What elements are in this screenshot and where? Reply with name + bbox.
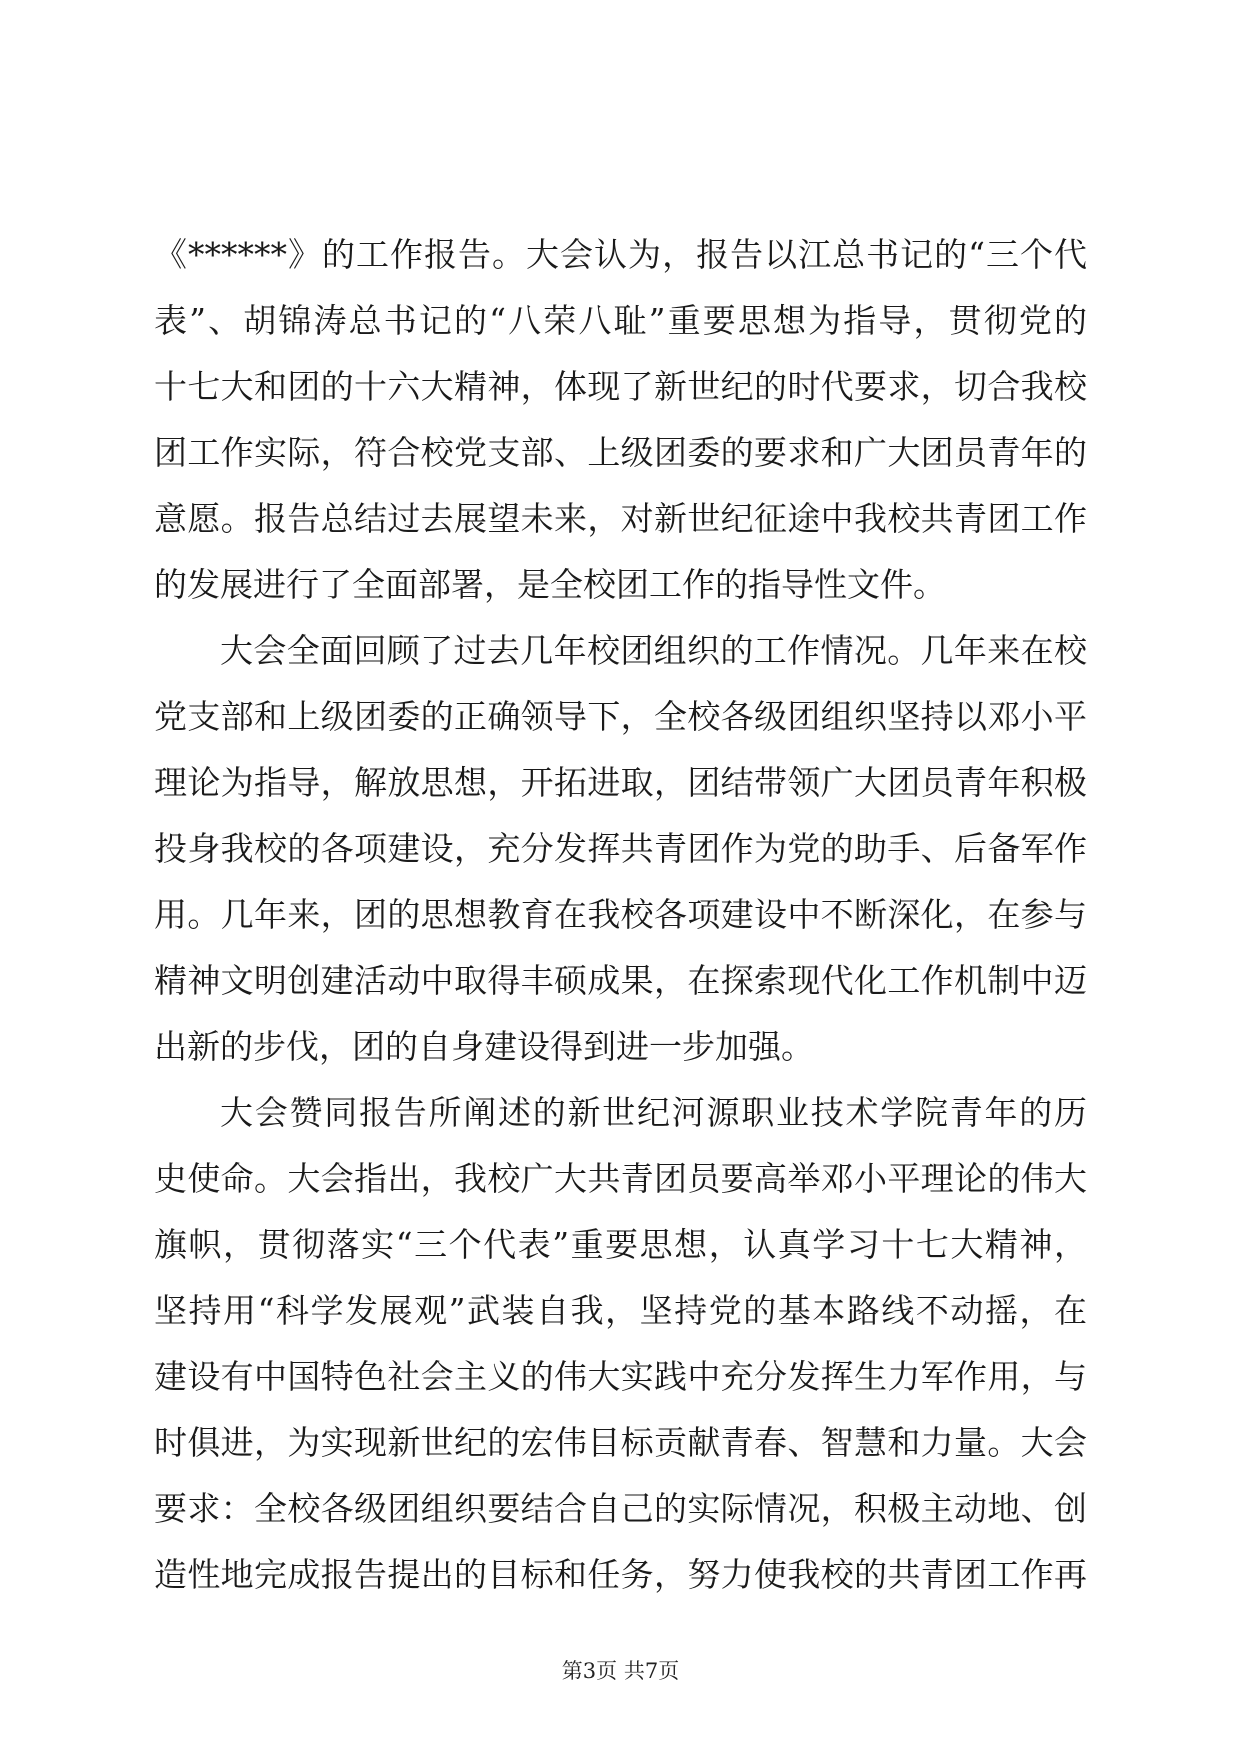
text-line: 的发展进行了全面部署，是全校团工作的指导性文件。 xyxy=(154,565,946,604)
text-line: 用。几年来，团的思想教育在我校各项建设中不断深化，在参与 xyxy=(154,895,1087,934)
text-line: 《******》的工作报告。大会认为，报告以江总书记的“三个代 xyxy=(154,235,1087,274)
text-line: 出新的步伐，团的自身建设得到进一步加强。 xyxy=(154,1027,814,1066)
text-line: 建设有中国特色社会主义的伟大实践中充分发挥生力军作用，与 xyxy=(154,1357,1087,1396)
text-line: 意愿。报告总结过去展望未来，对新世纪征途中我校共青团工作 xyxy=(154,499,1087,538)
text-line: 团工作实际，符合校党支部、上级团委的要求和广大团员青年的 xyxy=(154,433,1087,472)
text-line: 理论为指导，解放思想，开拓进取，团结带领广大团员青年积极 xyxy=(154,763,1087,802)
text-line: 党支部和上级团委的正确领导下，全校各级团组织坚持以邓小平 xyxy=(154,697,1087,736)
text-line: 造性地完成报告提出的目标和任务，努力使我校的共青团工作再 xyxy=(154,1555,1087,1594)
page-footer: 第3页 共7页 xyxy=(561,1659,680,1683)
text-line: 坚持用“科学发展观”武装自我，坚持党的基本路线不动摇，在 xyxy=(154,1291,1087,1330)
text-line: 旗帜，贯彻落实“三个代表”重要思想，认真学习十七大精神， xyxy=(154,1225,1087,1264)
text-line: 大会赞同报告所阐述的新世纪河源职业技术学院青年的历 xyxy=(220,1093,1087,1132)
text-line: 表”、胡锦涛总书记的“八荣八耻”重要思想为指导，贯彻党的 xyxy=(154,301,1087,340)
text-line: 精神文明创建活动中取得丰硕成果，在探索现代化工作机制中迈 xyxy=(154,961,1087,1000)
text-line: 史使命。大会指出，我校广大共青团员要高举邓小平理论的伟大 xyxy=(154,1159,1087,1198)
text-line: 要求：全校各级团组织要结合自己的实际情况，积极主动地、创 xyxy=(154,1489,1087,1528)
text-line: 时俱进，为实现新世纪的宏伟目标贡献青春、智慧和力量。大会 xyxy=(154,1423,1087,1462)
body-text xyxy=(154,222,1087,1608)
text-line: 大会全面回顾了过去几年校团组织的工作情况。几年来在校 xyxy=(220,631,1087,670)
text-line: 投身我校的各项建设，充分发挥共青团作为党的助手、后备军作 xyxy=(154,829,1087,868)
text-line: 十七大和团的十六大精神，体现了新世纪的时代要求，切合我校 xyxy=(154,367,1087,406)
